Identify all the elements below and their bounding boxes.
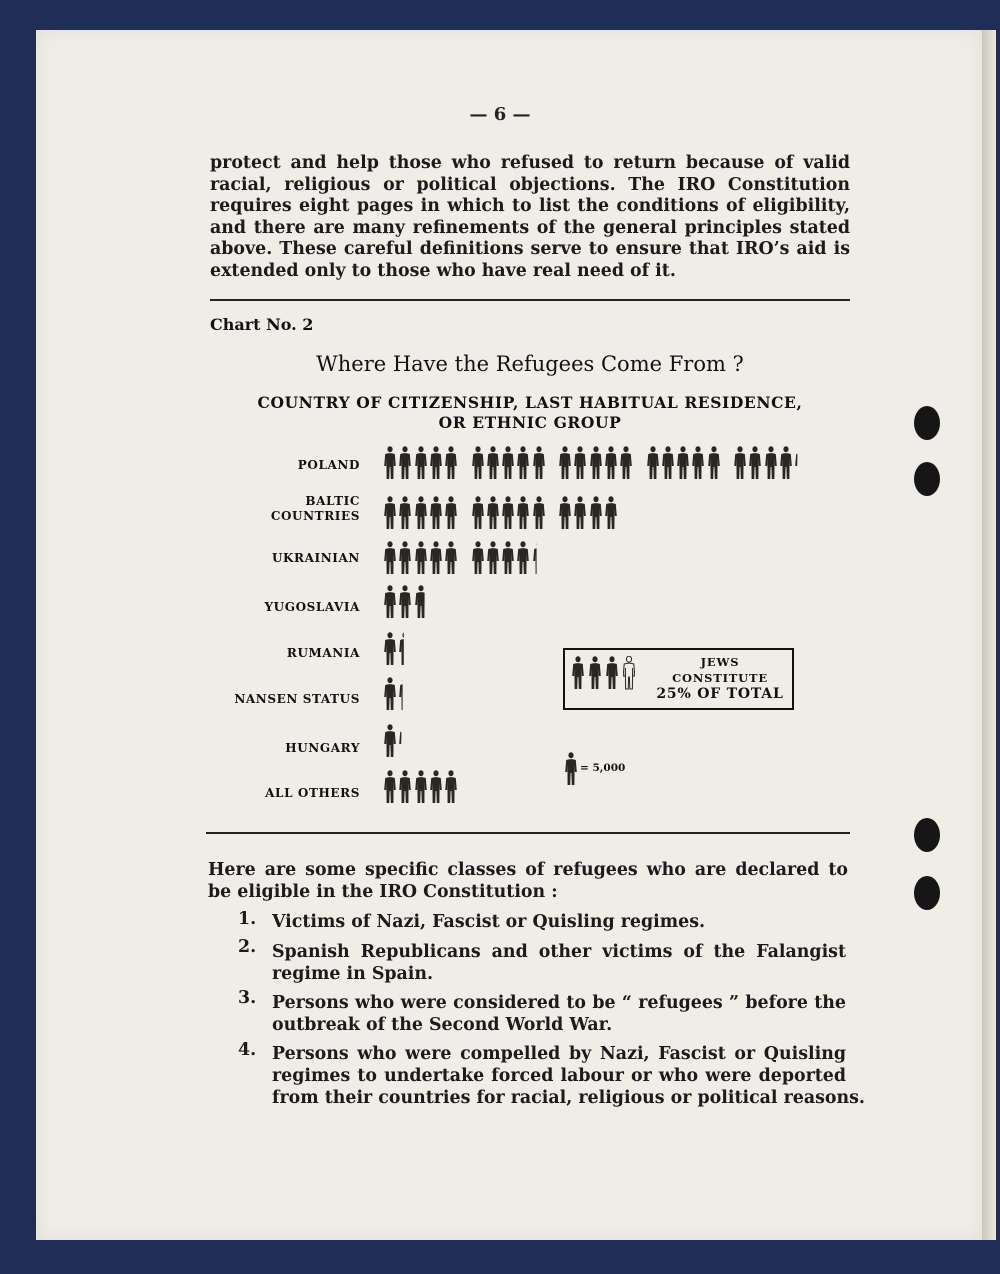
partial-person-figure	[795, 446, 807, 480]
list-item-2	[272, 941, 846, 985]
person-figure	[430, 770, 442, 804]
person-figure	[430, 446, 442, 480]
person-figure	[399, 585, 411, 619]
next-page-edge	[982, 30, 996, 1240]
list-item-line: regime in Spain.	[272, 964, 434, 984]
scale-key-label: = 5,000	[580, 762, 626, 774]
divider-bottom	[206, 832, 850, 834]
person-figure	[415, 446, 427, 480]
person-figure	[662, 446, 674, 480]
chart-label: Chart No. 2	[210, 315, 314, 334]
person-figure	[472, 446, 484, 480]
divider-top	[210, 299, 850, 301]
list-item-line: outbreak of the Second World War.	[272, 1015, 613, 1035]
intro-line: above. These careful definitions serve to ensure that IRO’s aid is	[210, 239, 850, 260]
person-figure	[384, 724, 396, 758]
binder-hole-2	[914, 462, 940, 496]
list-number-2: 2.	[238, 937, 257, 957]
person-figure	[677, 446, 689, 480]
chart-subtitle-2: OR ETHNIC GROUP	[438, 413, 622, 432]
jews-person-figure	[606, 656, 618, 690]
person-figure	[399, 541, 411, 575]
list-item-line: Persons who were considered to be “ refugees ” before the	[272, 993, 846, 1013]
category-label-baltic: BALTIC COUNTRIES	[270, 494, 360, 523]
person-figure	[502, 496, 514, 530]
list-item-3	[272, 992, 846, 1036]
person-figure	[445, 541, 457, 575]
jews-person-figure	[572, 656, 584, 690]
person-figure	[430, 496, 442, 530]
person-figure	[472, 496, 484, 530]
person-figure	[574, 446, 586, 480]
person-figure	[384, 677, 396, 711]
person-figure	[708, 446, 720, 480]
chart-subtitle-1: COUNTRY OF CITIZENSHIP, LAST HABITUAL RESIDENCE,	[257, 393, 803, 412]
chart-title: Where Have the Refugees Come From ?	[316, 352, 744, 376]
list-item-line: from their countries for racial, religious or political reasons.	[272, 1088, 865, 1108]
binder-hole-3	[914, 818, 940, 852]
person-figure	[734, 446, 746, 480]
person-figure	[384, 496, 396, 530]
person-figure	[384, 541, 396, 575]
person-figure	[445, 496, 457, 530]
intro-line: and there are many refinements of the general principles stated	[210, 217, 850, 238]
person-figure	[647, 446, 659, 480]
partial-person-figure	[399, 724, 411, 758]
list-intro	[208, 860, 848, 903]
jews-outline-figure	[623, 656, 635, 690]
person-figure	[384, 632, 396, 666]
person-figure	[384, 585, 396, 619]
person-figure	[590, 446, 602, 480]
category-label-rumania: RUMANIA	[286, 646, 360, 660]
binder-hole-4	[914, 876, 940, 910]
person-figure	[780, 446, 792, 480]
person-figure	[620, 446, 632, 480]
list-item-line: regimes to undertake forced labour or who were deported	[272, 1066, 846, 1086]
person-figure	[605, 496, 617, 530]
person-figure	[384, 446, 396, 480]
person-figure	[590, 496, 602, 530]
category-label-hungary: HUNGARY	[285, 741, 360, 755]
person-figure	[399, 770, 411, 804]
person-figure	[517, 446, 529, 480]
annotation-line: JEWS	[700, 655, 740, 669]
annotation-line: CONSTITUTE	[672, 671, 768, 685]
person-figure	[502, 446, 514, 480]
binder-hole-1	[914, 406, 940, 440]
list-item-line: Victims of Nazi, Fascist or Quisling regimes.	[272, 912, 706, 932]
person-figure	[559, 496, 571, 530]
partial-person-figure	[533, 541, 545, 575]
partial-person-figure	[415, 585, 427, 619]
list-number-3: 3.	[238, 988, 257, 1008]
list-item-4	[272, 1043, 865, 1109]
person-figure	[445, 446, 457, 480]
list-number-4: 4.	[238, 1040, 257, 1060]
intro-paragraph	[210, 153, 850, 283]
category-label-all-others: ALL OTHERS	[265, 786, 360, 800]
person-figure	[487, 446, 499, 480]
person-figure	[384, 770, 396, 804]
category-label-yugoslavia: YUGOSLAVIA	[264, 600, 360, 614]
person-figure	[430, 541, 442, 575]
person-figure	[533, 446, 545, 480]
person-figure	[749, 446, 761, 480]
list-intro-line: Here are some specific classes of refugees who are declared to	[208, 860, 848, 880]
list-item-1	[272, 911, 846, 933]
partial-person-figure	[399, 632, 411, 666]
person-figure	[502, 541, 514, 575]
person-figure	[605, 446, 617, 480]
person-figure	[533, 496, 545, 530]
person-figure	[487, 496, 499, 530]
person-figure	[415, 496, 427, 530]
category-label-nansen: NANSEN STATUS	[234, 692, 360, 706]
person-figure	[445, 770, 457, 804]
list-number-1: 1.	[238, 909, 257, 929]
category-label-poland: POLAND	[297, 458, 360, 472]
scale-person-figure	[565, 752, 577, 786]
category-label-ukrainian: UKRAINIAN	[271, 551, 360, 565]
list-item-line: Spanish Republicans and other victims of the Falangist	[272, 942, 846, 962]
page-number: — 6 —	[469, 104, 531, 125]
person-figure	[399, 446, 411, 480]
intro-line: protect and help those who refused to return because of valid	[210, 153, 850, 173]
intro-line: requires eight pages in which to list the conditions of eligibility,	[210, 196, 850, 217]
list-intro-line: be eligible in the IRO Constitution :	[208, 881, 558, 902]
person-figure	[399, 496, 411, 530]
person-figure	[559, 446, 571, 480]
person-figure	[574, 496, 586, 530]
partial-person-figure	[399, 677, 411, 711]
person-figure	[415, 770, 427, 804]
person-figure	[517, 541, 529, 575]
person-figure	[517, 496, 529, 530]
person-figure	[415, 541, 427, 575]
person-figure	[487, 541, 499, 575]
person-figure	[472, 541, 484, 575]
person-figure	[692, 446, 704, 480]
intro-line: racial, religious or political objections. The IRO Constitution	[210, 174, 850, 195]
jews-person-figure	[589, 656, 601, 690]
intro-line: extended only to those who have real need of it.	[210, 260, 676, 281]
jews-annotation-text	[650, 654, 790, 702]
person-figure	[765, 446, 777, 480]
annotation-line: 25% OF TOTAL	[656, 686, 784, 702]
list-item-line: Persons who were compelled by Nazi, Fascist or Quisling	[272, 1044, 846, 1064]
